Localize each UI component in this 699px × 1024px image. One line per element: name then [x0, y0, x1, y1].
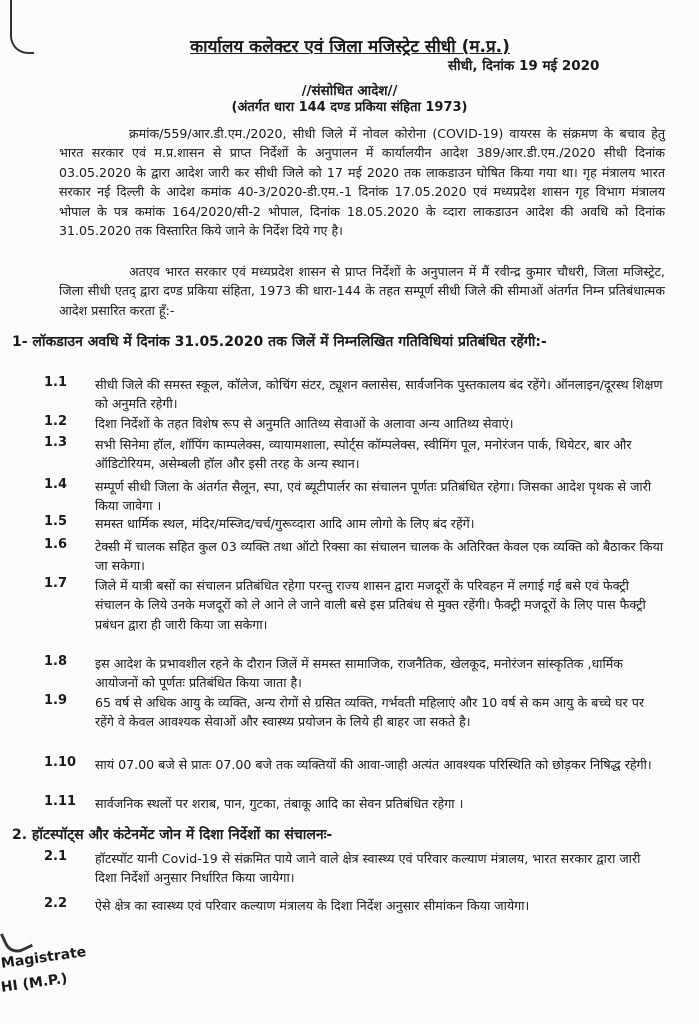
item-text: सभी सिनेमा हॉल, शॉपिंग काम्पलेक्स, व्यायामशाला, स्पोर्ट्स कॉम्पलेक्स, स्वीमिंग पूल, मनोरंजन पार्क, थियेटर, बार और ऑडिटोरियम, असेम्बली हॉल और इसी तरह के अन्य स्थान।	[95, 437, 632, 472]
intro-paragraph-2	[59, 262, 665, 320]
section-1-heading: 1- लॉकडाउन अवधि में दिनांक 31.05.2020 तक जिलें में निम्नलिखित गतिविधियां प्रतिबंधित रहेंगी:-	[12, 334, 547, 350]
item-number: 1.7	[44, 576, 68, 591]
office-title: कार्यालय कलेक्टर एवं जिला मजिस्ट्रेट सीधी (म.प्र.)	[190, 37, 510, 57]
item-number: 1.11	[44, 794, 77, 809]
item-text: समस्त धार्मिक स्थल, मंदिर/मस्जिद/चर्च/गुरूव्दारा आदि आम लोगो के लिए बंद रहेंगें।	[95, 516, 475, 531]
item-number: 2.2	[44, 896, 68, 911]
item-text: टेक्सी में चालक सहित कुल 03 व्यक्ति तथा ऑटो रिक्सा का संचालन चालक के अतिरिक्त केवल एक व्यक्ति को बैठाकर किया जा सकेगा।	[95, 539, 664, 574]
item-text: जिले में यात्री बसों का संचालन प्रतिबंधित रहेगा परन्तु राज्य शासन द्वारा मजदूरों के परिवहन में लगाई गई बसे एवं फेक्ट्री संचालन के लिये उनके मजदूरों को ले आने ले जाने वाली बसे इस प्रतिबंध से मुक्त रहेंगी। फैक्ट्री मजदूरों के लिए पास फैक्ट्री प्रबंधन द्वारा ही जारी किया जा सकेगा।	[95, 578, 646, 632]
item-number: 1.5	[44, 514, 68, 529]
intro-text-1: क्रमांक/559/आर.डी.एम./2020, सीधी जिले में नोवल कोरोना (COVID-19) वायरस के संक्रमण के बचाव हेतु भारत सरकार एवं म.प्र.शासन से प्राप्त निर्देशों के अनुपालन में कार्यालयीन आदेश 389/आर.डी.एम./2020 सीधी दिनांक 03.05.2020 के द्वारा आदेश जारी कर सीधी जिले को 17 मई 2020 तक लाकडाउन घोषित किया गया था। गृह मंत्रालय भारत सरकार नई दिल्ली के आदेश कमांक 40-3/2020-डी.एम.-1 दिनांक 17.05.2020 एवं मध्यप्रदेश शासन गृह विभाग मंत्रालय भोपाल के पत्र कमांक 164/2020/सी-2 भोपाल, दिनांक 18.05.2020 के व्दारा लाकडाउन आदेश की अवधि को दिनांक 31.05.2020 तक विस्तारित किये जाने के निर्देश दिये गए है।	[59, 126, 665, 239]
item-text: हॉटस्पॉट यानी Covid-19 से संक्रमित पाये जाने वाले क्षेत्र स्वास्थ्य एवं परिवार कल्याण मंत्रालय, भारत सरकार द्वारा जारी दिशा निर्देशों अनुसार निर्धारित किया जायेगा।	[95, 851, 641, 886]
signature-location: HI (M.P.)	[0, 970, 69, 996]
item-number: 1.4	[44, 477, 68, 492]
item-number: 2.1	[44, 849, 68, 864]
margin-bracket-mark	[10, 0, 34, 54]
item-text: इस आदेश के प्रभावशील रहने के दौरान जिलें में समस्त सामाजिक, राजनैतिक, खेलकूद, मनोरंजन सांस्कृतिक ,धार्मिक आयोजनों को पूर्णतः प्रतिबंधित किया जाता है।	[95, 656, 623, 691]
item-number: 1.6	[44, 537, 68, 552]
intro-paragraph-1	[59, 124, 665, 240]
item-text: दिशा निर्देशों के तहत विशेष रूप से अनुमति आतिथ्य सेवाओं के अलावा अन्य आतिथ्य सेवाएं।	[95, 416, 514, 431]
item-number: 1.3	[44, 435, 68, 450]
intro-text-2: अतएव भारत सरकार एवं मध्यप्रदेश शासन से प्राप्त निर्देशों के अनुपालन में मैं रवीन्द्र कुमार चौधरी, जिला मजिस्ट्रेट, जिला सीधी एतद् द्वारा दण्ड प्रकिया संहिता, 1973 की धारा-144 के तहत सम्पूर्ण सीधी जिले की सीमाओं अंतर्गत निम्न प्रतिबंधात्मक आदेश प्रसारित करता हूँ:-	[59, 264, 665, 318]
item-number: 1.10	[44, 755, 77, 770]
section-2-heading: 2. हॉटस्पॉट्स और कंटेनमेंट जोन में दिशा निर्देशों का संचालनः-	[12, 827, 333, 843]
item-text: ऐसे क्षेत्र का स्वास्थ्य एवं परिवार कल्याण मंत्रालय के दिशा निर्देश अनुसार सीमांकन किया जायेगा।	[95, 898, 530, 913]
item-text: सीधी जिले की समस्त स्कूल, कॉलेज, कोचिंग संटर, ट्यूशन क्लासेस, सार्वजनिक पुस्तकालय बंद रहेंगे। ऑनलाइन/दूरस्थ शिक्षण को अनुमति रहेगी।	[95, 377, 663, 412]
item-number: 1.2	[44, 414, 68, 429]
item-text: सार्वजनिक स्थलों पर शराब, पान, गुटका, तंबाकू आदि का सेवन प्रतिबंधित रहेगा ।	[95, 796, 464, 811]
item-text: सम्पूर्ण सीधी जिला के अंतर्गत सैलून, स्पा, एवं ब्यूटीपार्लर का संचालन पूर्णतः प्रतिबंधित रहेगा। जिसका आदेश पृथक से जारी किया जावेगा ।	[95, 479, 652, 514]
item-text: 65 वर्ष से अधिक आयु के व्यक्ति, अन्य रोगों से ग्रसित व्यक्ति, गर्भवती महिलाएं और 10 वर्ष से कम आयु के बच्चे घर पर रहेंगे वे केवल आवश्यक सेवाओं और स्वास्थ्य प्रयोजन के लिये ही बाहर जा सकते है।	[95, 695, 644, 730]
order-title: //संसोधित आदेश//	[301, 83, 398, 99]
order-subtitle: (अंतर्गत धारा 144 दण्ड प्रकिया संहिता 1973)	[231, 100, 468, 115]
item-number: 1.1	[44, 375, 68, 390]
item-number: 1.8	[44, 654, 68, 669]
signature-designation: Magistrate	[0, 944, 88, 972]
order-date: सीधी, दिनांक 19 मई 2020	[448, 58, 600, 74]
item-text: सायं 07.00 बजे से प्रातः 07.00 बजे तक व्यक्तियों की आवा-जाही अत्यंत आवश्यक परिस्थिति को छोड़कर निषिद्ध रहेगी।	[95, 757, 652, 772]
item-number: 1.9	[44, 693, 68, 708]
